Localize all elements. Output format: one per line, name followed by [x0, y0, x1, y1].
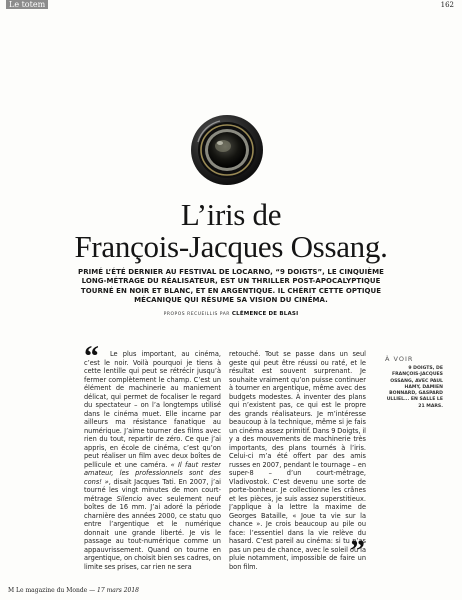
article-title-line2: François-Jacques Ossang. [74, 229, 388, 264]
article-title-line1: L’iris de [180, 197, 282, 232]
footer-magazine: M Le magazine du Monde — [8, 587, 98, 594]
body-column-1 [84, 350, 221, 580]
credit-label: PROPOS RECUEILLIS PAR [163, 312, 230, 317]
author-credit [0, 311, 462, 317]
body-col1-quote: « Il faut rester amateur, les professionnels sont des cons! » [84, 460, 221, 486]
page-footer [8, 587, 139, 594]
closing-quote-mark: ” [350, 534, 365, 567]
section-tag: Le totem [6, 0, 48, 9]
body-column-2: retouché. Tout se passe dans un seul geste qui peut être réussi ou raté, et le résultat est souvent surprenant. Je souhaite vraiment qu’on puisse continuer à tourner en argentique, même avec des budgets modestes. À inventer des plans qui n’existent pas, ce qui est le propre des grands réalisateurs. Je m’intéresse beaucoup à la technique, même si je fais un cinéma assez primitif. Dans 9 Doigts, il y a des mouvements de machinerie très importants, des plans tournés à l’iris. Celui-ci m’a été offert par des amis russes en 2007, pendant le tournage – en super-8 – d’un court-métrage, Vladivostok. C’est devenu une sorte de porte-bonheur. Je collectionne les crânes et les pièces, je suis assez superstitieux. J’applique à la lettre la maxime de Georges Bataille, « Joue ta vie sur la chance ». Je crois beaucoup au pile ou face: l’essentiel dans la vie relève du hasard. C’est pareil au cinéma: si tu n’as pas un peu de chance, avec le soleil ou la pluie notamment, impossible de faire un bon film. [229, 350, 366, 571]
body-col1-film-title: Silencio [116, 494, 143, 503]
body-col1-text-c: avec seulement neuf boîtes de 16 mm. J’ai adoré la période charnière des années 2000, ce statu quo entre l’argentique et le numérique donnait une grande liberté. Je vis le passage au tout-numérique comme un appauvrissement. Quand on tourne en argentique, on choisit bien ses cadres, on limite ses prises, car rien ne sera [84, 494, 221, 571]
sidebar-heading: À VOIR [385, 355, 414, 363]
footer-date: 17 mars 2018 [97, 587, 139, 594]
credit-author: CLÉMENCE DE BLASI [231, 311, 299, 317]
body-col1-text-b: , disait Jacques Tati. En 2007, j’ai tourné les vingt minutes de mon court-métrage [84, 477, 221, 503]
page-number: 162 [440, 1, 454, 9]
iris-lens-photo [190, 112, 264, 186]
sidebar-text: 9 DOIGTS, DE FRANÇOIS-JACQUES OSSANG, AVEC PAUL HAMY, DAMIEN BONNARD, GASPARD ULLIEL... EN SALLE LE 21 MARS. [386, 366, 443, 409]
article-intro: PRIMÉ L’ÉTÉ DERNIER AU FESTIVAL DE LOCARNO, “9 DOIGTS”, LE CINQUIÈME LONG-MÉTRAGE DU RÉALISATEUR, EST UN THRILLER POST-APOCALYPTIQUE TOURNÉ EN NOIR ET BLANC, ET EN ARGENTIQUE. IL CHÉRIT CETTE OPTIQUE MÉCANIQUE QUI RÉSUME SA VISION DU CINÉMA. [78, 268, 384, 304]
opening-quote-mark: “ [84, 340, 99, 373]
body-col1-text-a: Le plus important, au cinéma, c’est le noir. Voilà pourquoi je tiens à cette lentille qui peut se rétrécir jusqu’à fermer complètement le champ. C’est un élément de machinerie au maniement délicat, qui permet de focaliser le regard du spectateur – on l’a longtemps utilisé dans le cinéma muet. Elle incarne par ailleurs ma résistance fanatique au numérique. J’aime tourner des films avec rien du tout, repartir de zéro. Ce que j’ai appris, en école de cinéma, c’est qu’on peut réaliser un film avec deux boîtes de pellicule et une caméra. [84, 350, 221, 469]
